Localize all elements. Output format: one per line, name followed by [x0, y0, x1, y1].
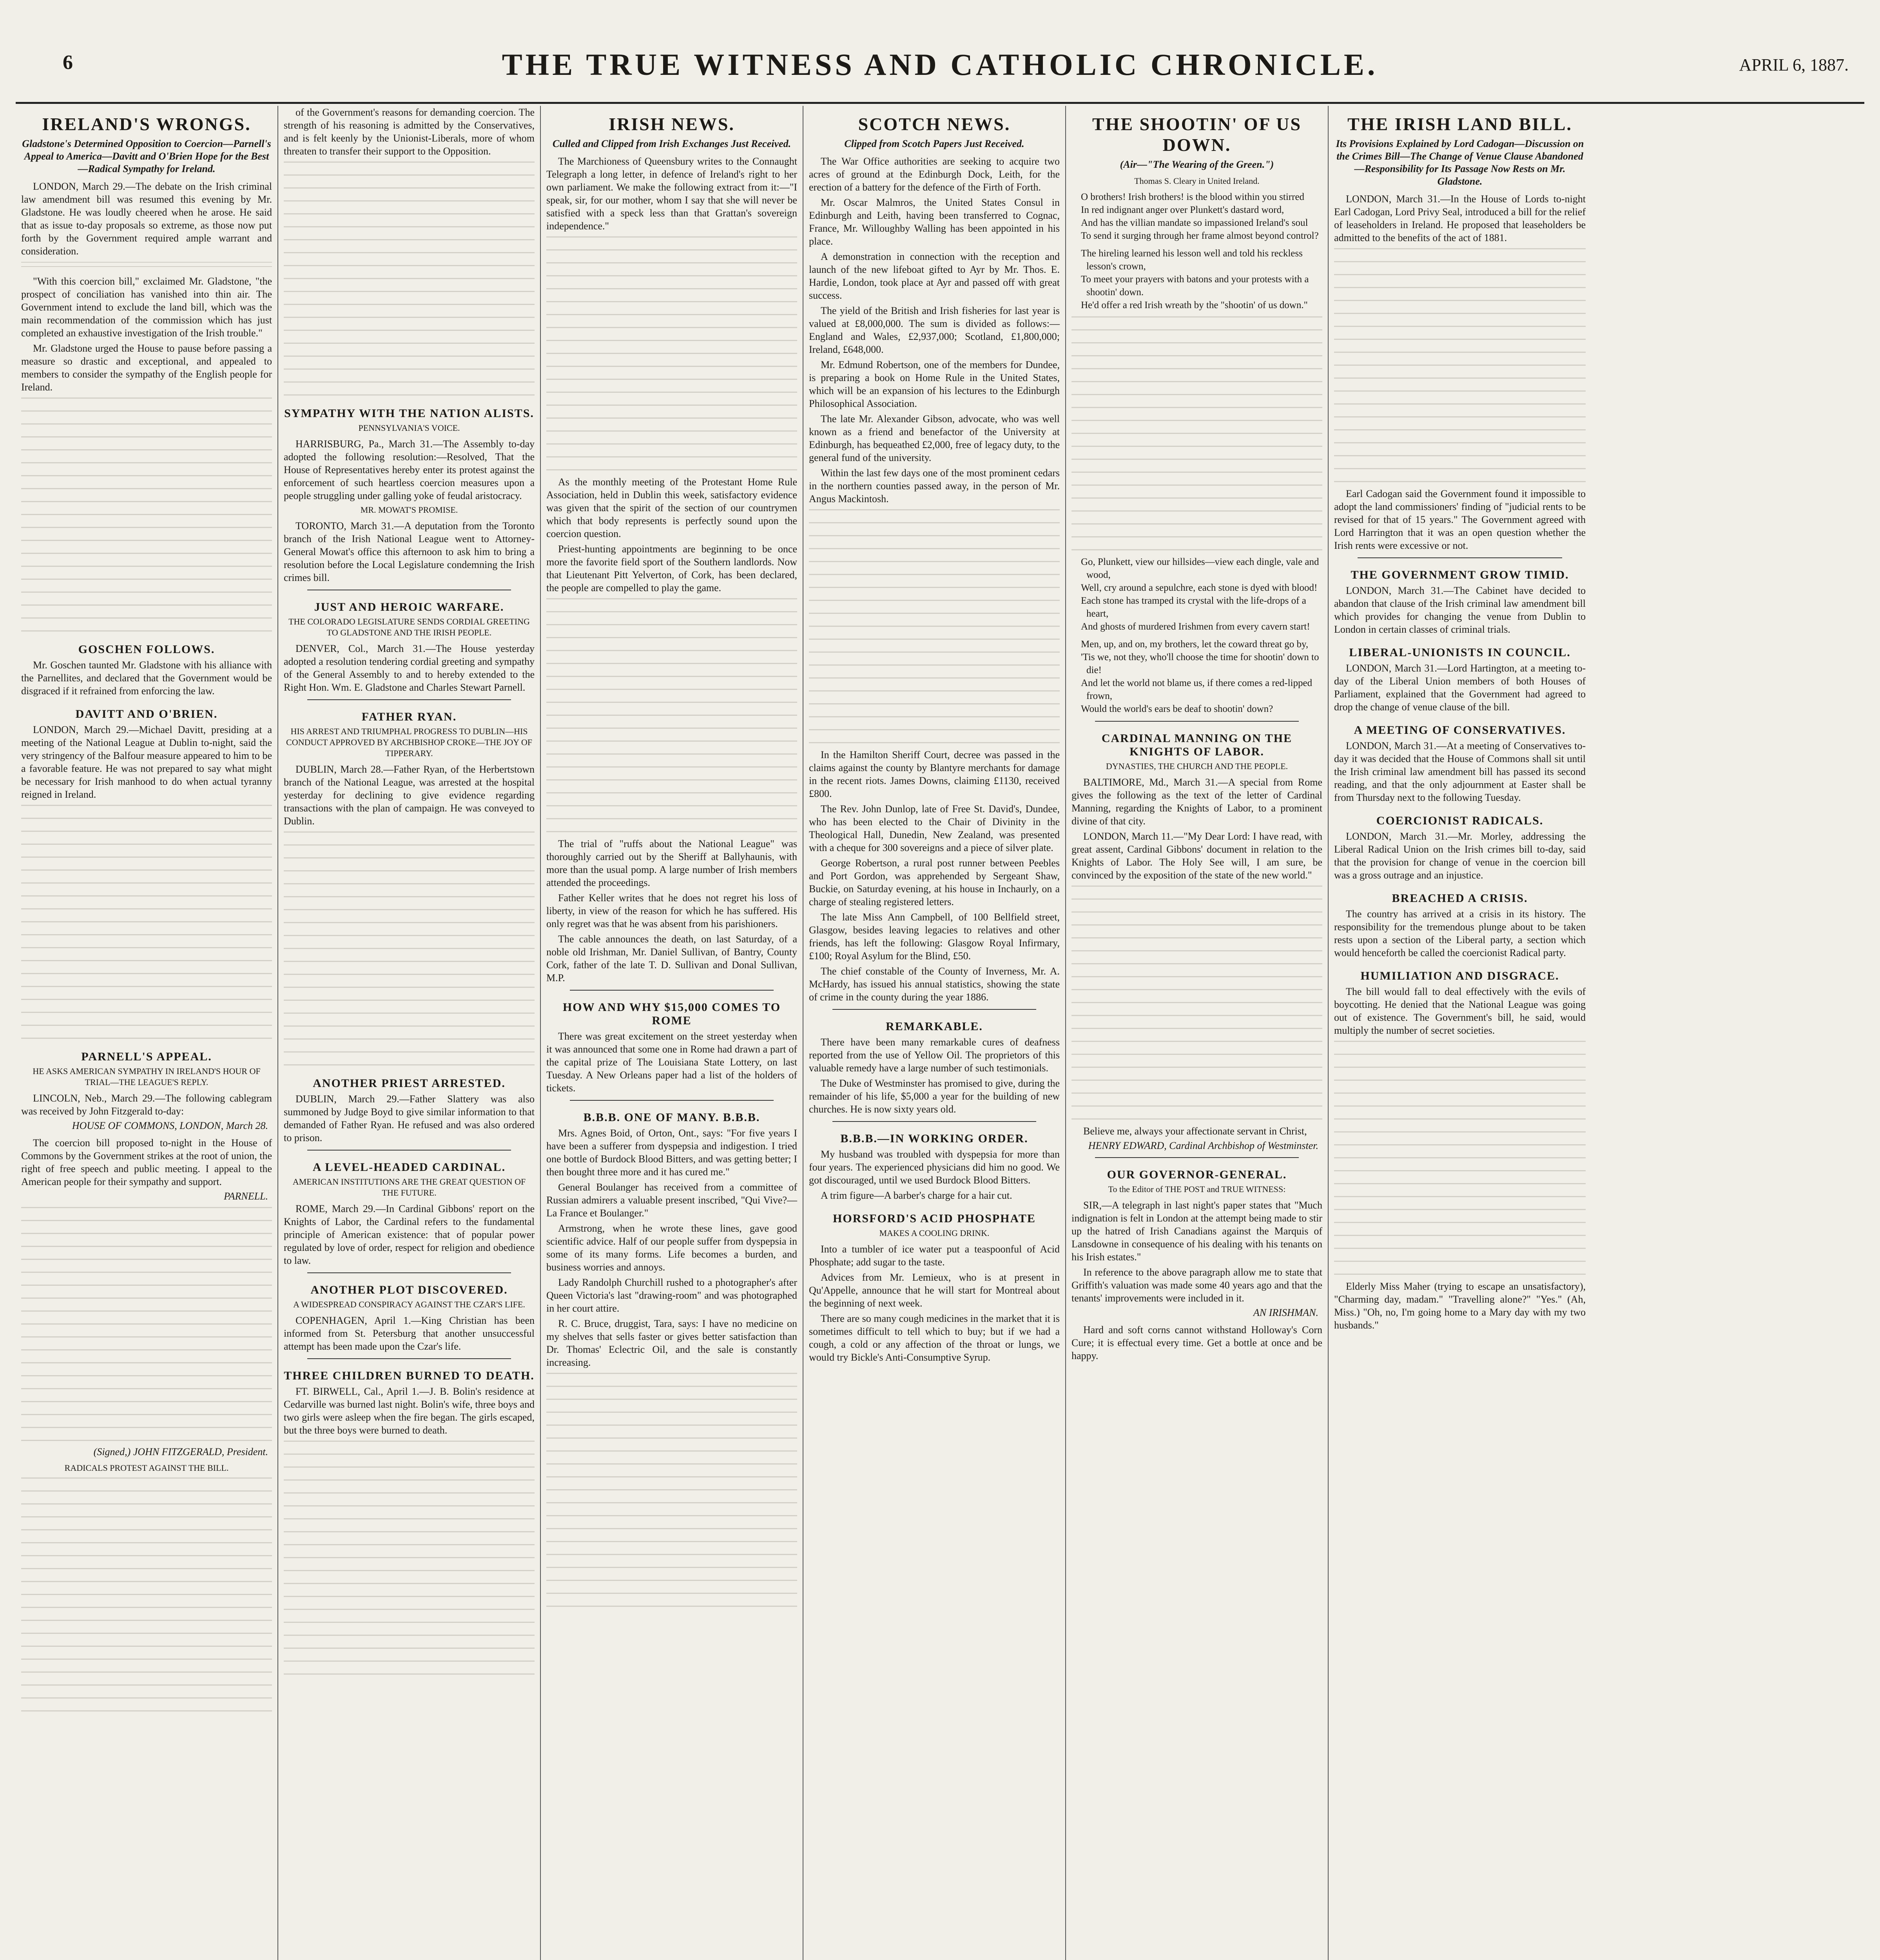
divider — [832, 1009, 1036, 1010]
text-filler — [1334, 248, 1586, 483]
poem-line: In red indignant anger over Plunkett's dastard word, — [1081, 205, 1284, 215]
section-heading: CARDINAL MANNING ON THE KNIGHTS OF LABOR. — [1101, 732, 1293, 758]
section-heading: THREE CHILDREN BURNED TO DEATH. — [284, 1369, 535, 1382]
article-paragraph: The country has arrived at a crisis in its history. The responsibility for the tremendous plunge about to be taken rests upon a section of the Liberal party, a section which would henceforth be called the coercionist Radical party. — [1334, 908, 1586, 958]
text-filler — [21, 397, 272, 633]
poem-line: Would the world's ears be deaf to shootin' down? — [1081, 704, 1273, 714]
column-2 — [278, 106, 541, 1960]
article-paragraph: Into a tumbler of ice water put a teaspoonful of Acid Phosphate; add sugar to the taste. — [809, 1243, 1060, 1268]
poem-line: And ghosts of murdered Irishmen from every cavern start! — [1081, 621, 1310, 632]
newspaper-page — [16, 12, 1864, 1960]
column-4 — [803, 106, 1066, 1960]
poem-line: Each stone has tramped its crystal with the life-drops of a heart, — [1081, 595, 1306, 619]
article-paragraph: The yield of the British and Irish fisheries for last year is valued at £8,000,000. The sum is divided as follows:—England and Wales, £2,937,000; Scotland, £1,800,000; Ireland, £648,000. — [809, 305, 1060, 355]
text-filler — [21, 1207, 272, 1442]
poem-line: To meet your prayers with batons and your protests with a shootin' down. — [1081, 274, 1309, 298]
article-paragraph: Earl Cadogan said the Government found it impossible to adopt the land commissioners' finding of "judicial rents to be revised for that of 15 years." The Government agreed with Lord Harrington that it was an open question whether the Irish rents were excessive or not. — [1334, 488, 1586, 551]
section-subheading: THE COLORADO LEGISLATURE SENDS CORDIAL GREETING TO GLADSTONE AND THE IRISH PEOPLE. — [288, 617, 530, 637]
column-1 — [16, 106, 278, 1960]
article-paragraph: LINCOLN, Neb., March 29.—The following cablegram was received by John Fitzgerald to-day: — [21, 1093, 272, 1117]
divider — [307, 1358, 511, 1359]
divider — [307, 699, 511, 700]
article-paragraph: Within the last few days one of the most prominent cedars in the northern counties passed away, in the person of Mr. Angus Mackintosh. — [809, 467, 1060, 505]
text-filler — [546, 236, 797, 472]
article-paragraph: DUBLIN, March 28.—Father Ryan, of the Herbertstown branch of the National League, was arrested at the hospital yesterday for declining to give evidence regarding transactions with the plan of campaign. He was conveyed to Dublin. — [284, 764, 535, 827]
section-heading: THE GOVERNMENT GROW TIMID. — [1351, 568, 1569, 581]
poem-line: Well, cry around a sepulchre, each stone is dyed with blood! — [1081, 583, 1318, 593]
text-filler — [284, 831, 535, 1067]
poem-line: And has the villian mandate so impassioned Ireland's soul — [1081, 218, 1308, 228]
article-paragraph: A trim figure—A barber's charge for a hair cut. — [821, 1190, 1012, 1201]
poem-line: O brothers! Irish brothers! is the blood within you stirred — [1081, 192, 1305, 202]
article-headline: SCOTCH NEWS. — [858, 114, 1011, 134]
article-paragraph: Priest-hunting appointments are beginning to be once more the favorite field sport of the Southern landlords. Now that Lieutenant Pitt Yelverton, of Cork, has been declared, the people are compelled to play the game. — [546, 543, 797, 593]
section-heading: LIBERAL-UNIONISTS IN COUNCIL. — [1349, 646, 1571, 659]
article-paragraph: Mr. Edmund Robertson, one of the members for Dundee, is preparing a book on Home Rule in the United States, which will be an expansion of his lectures to the Edinburgh Philosophical Association. — [809, 359, 1060, 409]
section-heading: SYMPATHY WITH THE NATION ALISTS. — [284, 407, 534, 420]
section-heading: GOSCHEN FOLLOWS. — [78, 643, 215, 656]
article-paragraph: In the Hamilton Sheriff Court, decree was passed in the claims against the county by Blantyre merchants for damage in the recent riots. James Downs, claiming £1130, received £800. — [809, 749, 1060, 799]
issue-date: APRIL 6, 1887. — [1739, 55, 1849, 74]
section-subheading: DYNASTIES, THE CHURCH AND THE PEOPLE. — [1106, 761, 1288, 771]
signature: (Signed,) JOHN FITZGERALD, President. — [93, 1446, 268, 1457]
article-paragraph: R. C. Bruce, druggist, Tara, says: I have no medicine on my shelves that sells faster or gives better satisfaction than Dr. Thomas' Eclectric Oil, and the sale is constantly increasing. — [546, 1318, 797, 1368]
text-filler — [809, 509, 1060, 744]
article-paragraph: The Marchioness of Queensbury writes to the Connaught Telegraph a long letter, in defence of Ireland's right to her own parliament. We make the following extract from it:—"I speak, sir, for our mother, whom I say that she will never be satisfied with a speck less than that Grattan's sovereign independence." — [546, 156, 797, 232]
article-subhead: Culled and Clipped from Irish Exchanges Just Received. — [552, 138, 791, 149]
divider — [1358, 557, 1562, 558]
article-paragraph: Mrs. Agnes Boid, of Orton, Ont., says: "For five years I have been a sufferer from dyspepsia and indigestion. I tried one bottle of Burdock Blood Bitters, and was getting better; I then bought three more and it has cured me." — [546, 1127, 797, 1178]
poem-line: 'Tis we, not they, who'll choose the time for shootin' down to die! — [1081, 652, 1319, 675]
text-filler — [284, 1441, 535, 1676]
poem-line: He'd offer a red Irish wreath by the "shootin' of us down." — [1081, 300, 1308, 310]
divider — [1095, 1157, 1299, 1158]
article-paragraph: LONDON, March 31.—In the House of Lords to-night Earl Cadogan, Lord Privy Seal, introduced a bill for the relief of leaseholders in Ireland. He proposed that leaseholders be admitted to the benefits of the act of 1881. — [1334, 193, 1586, 243]
column-3 — [541, 106, 803, 1960]
poem-line: And let the world not blame us, if there comes a red-lipped frown, — [1081, 678, 1313, 701]
divider — [307, 1150, 511, 1151]
article-paragraph: Elderly Miss Maher (trying to escape an unsatisfactory), "Charming day, madam." "Travelling alone?" "Yes." (Ah, Miss.) "Oh, no, I'm going home to a Mary day with my two husbands." — [1334, 1281, 1586, 1331]
article-paragraph: COPENHAGEN, April 1.—King Christian has been informed from St. Petersburg that another unsuccessful attempt has been made upon the Czar's life. — [284, 1315, 535, 1352]
section-heading: A MEETING OF CONSERVATIVES. — [1354, 724, 1566, 737]
column-6 — [1329, 106, 1591, 1960]
article-paragraph: BALTIMORE, Md., March 31.—A special from Rome gives the following as the text of the letter of Cardinal Manning, regarding the Knights of Labor, to a prominent divine of that city. — [1071, 777, 1322, 827]
poem-line: To send it surging through her frame almost beyond control? — [1081, 230, 1319, 241]
divider — [570, 1100, 774, 1101]
article-paragraph: "With this coercion bill," exclaimed Mr. Gladstone, "the prospect of conciliation has vanished into thin air. The Government intend to exclude the land bill, which was the main recommendation of the commission which has just completed an exhaustive investigation of the Irish trouble." — [21, 276, 272, 339]
text-filler — [21, 262, 272, 270]
article-paragraph: The coercion bill proposed to-night in the House of Commons by the Government strikes at the root of union, the right of free speech and public meeting. I appeal to the American people for their sympathy and support. — [21, 1137, 272, 1187]
section-heading: REMARKABLE. — [886, 1020, 983, 1033]
poem-stanza — [1071, 555, 1322, 633]
text-filler — [546, 1373, 797, 1608]
section-heading: ANOTHER PRIEST ARRESTED. — [313, 1077, 506, 1090]
section-heading: PARNELL'S APPEAL. — [81, 1050, 212, 1063]
section-heading: COERCIONIST RADICALS. — [1376, 814, 1544, 827]
text-filler — [21, 1477, 272, 1713]
text-filler — [21, 805, 272, 1040]
divider — [307, 1272, 511, 1273]
text-filler — [1071, 886, 1322, 1121]
article-paragraph: Mr. Gladstone urged the House to pause before passing a measure so drastic and exceptional, and appealed to members to consider the sympathy of the English people for Ireland. — [21, 343, 272, 393]
poem-line: Men, up, and on, my brothers, let the coward threat go by, — [1081, 639, 1309, 650]
newspaper-title: THE TRUE WITNESS AND CATHOLIC CHRONICLE. — [502, 47, 1378, 82]
article-paragraph: The trial of "ruffs about the National League" was thoroughly carried out by the Sheriff at Ballyhaunis, with more than the usual pomp. A large number of Irish members attended the proceedings. — [546, 838, 797, 888]
section-heading: A LEVEL-HEADED CARDINAL. — [312, 1161, 506, 1174]
text-filler — [546, 598, 797, 833]
letter-dateline: HOUSE OF COMMONS, LONDON, March 28. — [72, 1120, 268, 1131]
article-paragraph: My husband was troubled with dyspepsia for more than four years. The experienced physicians did him no good. We got discouraged, until we used Burdock Blood Bitters. — [809, 1149, 1060, 1186]
article-paragraph: HARRISBURG, Pa., March 31.—The Assembly to-day adopted the following resolution:—Resolved, That the House of Representatives hereby enter its protest against the enforcement of such heartless coercion measures upon a people struggling under galling yoke of feudal aristocracy. — [284, 438, 535, 501]
article-paragraph: Father Keller writes that he does not regret his loss of liberty, in view of the reason for which he has suffered. His only regret was that he was absent from his parishioners. — [546, 892, 797, 929]
article-paragraph: of the Government's reasons for demanding coercion. The strength of his reasoning is admitted by the Conservatives, and is felt keenly by the Unionist-Liberals, more of whom threaten to transfer their support to the Opposition. — [284, 107, 535, 157]
article-paragraph: George Robertson, a rural post runner between Peebles and Port Gordon, was apprehended by Sergeant Shaw, Buckie, on Saturday evening, at his house in Inchaurly, on a charge of stealing registered letters. — [809, 857, 1060, 907]
section-heading: BREACHED A CRISIS. — [1392, 892, 1528, 905]
section-subheading: A WIDESPREAD CONSPIRACY AGAINST THE CZAR'S LIFE. — [293, 1299, 525, 1309]
article-paragraph: Armstrong, when he wrote these lines, gave good scientific advice. Half of our people suffer from dyspepsia in some of its many forms. Life becomes a burden, and business worries and annoys. — [546, 1223, 797, 1273]
section-subheading: MR. MOWAT'S PROMISE. — [360, 505, 458, 515]
section-subheading: PENNSYLVANIA'S VOICE. — [358, 423, 460, 433]
column-5 — [1066, 106, 1329, 1960]
section-heading: JUST AND HEROIC WARFARE. — [314, 601, 504, 613]
section-subheading: To the Editor of THE POST and TRUE WITNESS: — [1108, 1184, 1286, 1194]
text-filler — [1071, 316, 1322, 552]
section-subheading: MAKES A COOLING DRINK. — [879, 1228, 990, 1238]
masthead — [16, 27, 1864, 104]
signature: PARNELL. — [224, 1191, 268, 1202]
article-paragraph: Advices from Mr. Lemieux, who is at present in Qu'Appelle, announce that he will start for Montreal about the beginning of next week. — [809, 1272, 1060, 1309]
section-heading: B.B.B.—IN WORKING ORDER. — [840, 1132, 1028, 1145]
poem-byline: Thomas S. Cleary in United Ireland. — [1134, 176, 1260, 186]
article-subhead: Its Provisions Explained by Lord Cadogan—Discussion on the Crimes Bill—The Change of Venue Clause Abandoned—Responsibility for Its Passage Now Rests on Mr. Gladstone. — [1336, 138, 1584, 187]
article-paragraph: A demonstration in connection with the reception and launch of the new lifeboat gifted to Ayr by Mr. Thos. E. Hardie, London, took place at Ayr and passed off with great success. — [809, 251, 1060, 301]
section-heading: HORSFORD'S ACID PHOSPHATE — [833, 1212, 1036, 1225]
article-paragraph: There was great excitement on the street yesterday when it was announced that some one in Rome had drawn a part of the capital prize of The Louisiana State Lottery, on last Tuesday. A New Orleans paper had a list of the holders of tickets. — [546, 1031, 797, 1094]
article-paragraph: DENVER, Col., March 31.—The House yesterday adopted a resolution tendering cordial greeting and sympathy of the General Assembly to and to hereby extended to the Right Hon. Wm. E. Gladstone and Charles Stewart Parnell. — [284, 643, 535, 693]
section-heading: HUMILIATION AND DISGRACE. — [1360, 969, 1559, 982]
text-filler — [1334, 1041, 1586, 1276]
divider — [832, 1121, 1036, 1122]
section-heading: ANOTHER PLOT DISCOVERED. — [310, 1283, 508, 1296]
section-heading: DAVITT AND O'BRIEN. — [75, 708, 218, 720]
section-heading: OUR GOVERNOR-GENERAL. — [1107, 1168, 1287, 1181]
section-subheading: AMERICAN INSTITUTIONS ARE THE GREAT QUESTION OF THE FUTURE. — [292, 1177, 526, 1198]
article-paragraph: LONDON, March 31.—Mr. Morley, addressing the Liberal Radical Union on the Irish crimes bill to-day, said that the provision for change of venue in the coercion bill was a gross outrage and an injustice. — [1334, 831, 1586, 881]
article-paragraph: As the monthly meeting of the Protestant Home Rule Association, held in Dublin this week, satisfactory evidence was given that the spirit of the section of our countrymen which that body represents is perfectly sound upon the coercion question. — [546, 476, 797, 539]
article-paragraph: General Boulanger has received from a committee of Russian admirers a valuable present inscribed, "Qui Vive?—La France et Boulanger." — [546, 1181, 797, 1219]
article-paragraph: LONDON, March 29.—Michael Davitt, presiding at a meeting of the National League at Dublin to-night, said the very stringency of the Balfour measure appeared to him to be a favorable feature. He was not prepared to say what might be necessary for Irish manhood to do when actual tyranny reigned in Ireland. — [21, 724, 272, 800]
poem-stanza — [1071, 638, 1322, 715]
article-paragraph: The chief constable of the County of Inverness, Mr. A. McHardy, has issued his annual statistics, showing the state of crime in the county during the year 1886. — [809, 965, 1060, 1003]
article-subhead: Gladstone's Determined Opposition to Coercion—Parnell's Appeal to America—Davitt and O'Brien Hope for the Best—Radical Sympathy for Ireland. — [22, 138, 271, 174]
poem-line: Go, Plunkett, view our hillsides—view each dingle, vale and wood, — [1081, 557, 1319, 580]
section-subheading: HIS ARREST AND TRIUMPHAL PROGRESS TO DUBLIN—HIS CONDUCT APPROVED BY ARCHBISHOP CROKE—THE JOY OF TIPPERARY. — [286, 726, 532, 758]
article-paragraph: Mr. Oscar Malmros, the United States Consul in Edinburgh and Leith, having been transferred to Cognac, France, Mr. Willoughby Walling has been appointed in his place. — [809, 197, 1060, 247]
section-subheading: HE ASKS AMERICAN SYMPATHY IN IRELAND'S HOUR OF TRIAL—THE LEAGUE'S REPLY. — [33, 1066, 261, 1087]
article-paragraph: The Rev. John Dunlop, late of Free St. David's, Dundee, who has been elected to the Chair of Divinity in the Theological Hall, Dunedin, New Zealand, was presented with a cheque for 300 sovereigns and a piece of silver plate. — [809, 803, 1060, 853]
poem-air: (Air—"The Wearing of the Green.") — [1120, 159, 1274, 170]
poem-line: The hireling learned his lesson well and told his reckless lesson's crown, — [1081, 248, 1303, 272]
article-paragraph: DUBLIN, March 29.—Father Slattery was also summoned by Judge Boyd to give similar information to that demanded of Father Ryan. He refused and was also ordered to prison. — [284, 1093, 535, 1143]
article-paragraph: Believe me, always your affectionate servant in Christ, — [1083, 1125, 1307, 1137]
article-paragraph: The Duke of Westminster has promised to give, during the remainder of his life, $5,000 a year for the building of new churches. He is now sixty years old. — [809, 1078, 1060, 1115]
poem-title: THE SHOOTIN' OF US DOWN. — [1092, 114, 1302, 155]
article-paragraph: The cable announces the death, on last Saturday, of a noble old Irishman, Mr. Daniel Sullivan, of Bantry, County Cork, father of the late T. D. Sullivan and Donal Sullivan, M.P. — [546, 933, 797, 984]
article-paragraph: SIR,—A telegraph in last night's paper states that "Much indignation is felt in London at the attempt being made to stir up the hatred of Irish Canadians against the Marquis of Lansdowne in consequence of his dealing with his tenants on his Irish estates." — [1071, 1200, 1322, 1263]
article-paragraph: LONDON, March 31.—Lord Hartington, at a meeting to-day of the Liberal Union members of both Houses of Parliament, explained that the Government had agreed to drop the change of venue clause of the bill. — [1334, 662, 1586, 713]
divider — [1095, 721, 1299, 722]
article-paragraph: The War Office authorities are seeking to acquire two acres of ground at the Edinburgh Dock, Leith, for the erection of a battery for the defence of the Firth of Forth. — [809, 156, 1060, 193]
article-paragraph: There are so many cough medicines in the market that it is sometimes difficult to tell which to buy; but if we had a cough, a cold or any affection of the throat or lungs, we would try Bickle's Anti-Consumptive Syrup. — [809, 1313, 1060, 1363]
poem-stanza — [1071, 247, 1322, 312]
article-paragraph: LONDON, March 31.—At a meeting of Conservatives to-day it was decided that the House of Commons shall sit until the Irish criminal law amendment bill has passed its second reading, and that the only adjournment at Easter shall be from Thursday next to the following Tuesday. — [1334, 740, 1586, 803]
article-paragraph: In reference to the above paragraph allow me to state that Griffith's valuation was made some 40 years ago and that the tenants' improvements were included in it. — [1071, 1267, 1322, 1304]
article-headline: IRELAND'S WRONGS. — [42, 114, 251, 134]
article-paragraph: The late Miss Ann Campbell, of 100 Bellfield street, Glasgow, besides leaving legacies to relatives and other friends, has left the following: Glasgow Royal Infirmary, £100; Royal Asylum for the Blind, £50. — [809, 911, 1060, 962]
article-paragraph: The late Mr. Alexander Gibson, advocate, who was well known as a friend and benefactor of the University at Edinburgh, has bequeathed £2,000, free of legacy duty, to the general fund of the university. — [809, 413, 1060, 463]
article-paragraph: FT. BIRWELL, Cal., April 1.—J. B. Bolin's residence at Cedarville was burned last night. Bolin's wife, three boys and two girls were asleep when the fire began. The girls escaped, but the three boys were burned to death. — [284, 1386, 535, 1436]
article-paragraph: There have been many remarkable cures of deafness reported from the use of Yellow Oil. The proprietors of this valuable remedy have a large number of such testimonials. — [809, 1036, 1060, 1074]
page-number: 6 — [63, 51, 73, 74]
text-filler — [284, 162, 535, 397]
article-paragraph: LONDON, March 31.—The Cabinet have decided to abandon that clause of the Irish criminal law amendment bill which provides for changing the venue from Dublin to London in certain classes of criminal trials. — [1334, 585, 1586, 635]
section-heading: B.B.B. ONE OF MANY. B.B.B. — [583, 1111, 760, 1124]
poem-stanza — [1071, 191, 1322, 242]
article-paragraph: Lady Randolph Churchill rushed to a photographer's after Queen Victoria's last "drawing-room" and was photographed in her court attire. — [546, 1277, 797, 1314]
article-paragraph: LONDON, March 29.—The debate on the Irish criminal law amendment bill was resumed this evening by Mr. Gladstone. He was loudly cheered when he arose. He said that as issue to-day proposals so extreme, as those now put forth by the Government required ample warrant and consideration. — [21, 181, 272, 257]
article-paragraph: LONDON, March 11.—"My Dear Lord: I have read, with great assent, Cardinal Gibbons' document in relation to the Knights of Labor. The Holy See will, I am sure, be convinced by the exposition of the state of the new world." — [1071, 831, 1322, 881]
signature: HENRY EDWARD, Cardinal Archbishop of Westminster. — [1088, 1140, 1318, 1151]
article-paragraph: TORONTO, March 31.—A deputation from the Toronto branch of the Irish National League went to Attorney-General Mowat's office this afternoon to ask him to bring a resolution before the Local Legislature condemning the Irish crimes bill. — [284, 520, 535, 583]
article-paragraph: Hard and soft corns cannot withstand Holloway's Corn Cure; it is effectual every time. Get a bottle at once and be happy. — [1071, 1324, 1322, 1361]
signature: AN IRISHMAN. — [1253, 1307, 1318, 1318]
article-headline: THE IRISH LAND BILL. — [1347, 114, 1572, 134]
article-headline: IRISH NEWS. — [609, 114, 735, 134]
article-paragraph: The bill would fall to deal effectively with the evils of boycotting. He denied that the National League was going out of existence. The Government's bill, he said, would multiply the number of secret societies. — [1334, 986, 1586, 1036]
article-paragraph: Mr. Goschen taunted Mr. Gladstone with his alliance with the Parnellites, and declared that the Government would be disgraced if it refrained from enforcing the law. — [21, 659, 272, 697]
divider — [570, 990, 774, 991]
columns — [16, 106, 1864, 1960]
section-heading: FATHER RYAN. — [361, 710, 457, 723]
section-subheading: RADICALS PROTEST AGAINST THE BILL. — [64, 1463, 229, 1473]
article-paragraph: ROME, March 29.—In Cardinal Gibbons' report on the Knights of Labor, the Cardinal refers to the fundamental principle of American existence: that of popular power regulated by love of order, respect for religion and obedience to law. — [284, 1203, 535, 1266]
section-heading: HOW AND WHY $15,000 COMES TO ROME — [562, 1001, 781, 1027]
article-subhead: Clipped from Scotch Papers Just Received. — [844, 138, 1024, 149]
